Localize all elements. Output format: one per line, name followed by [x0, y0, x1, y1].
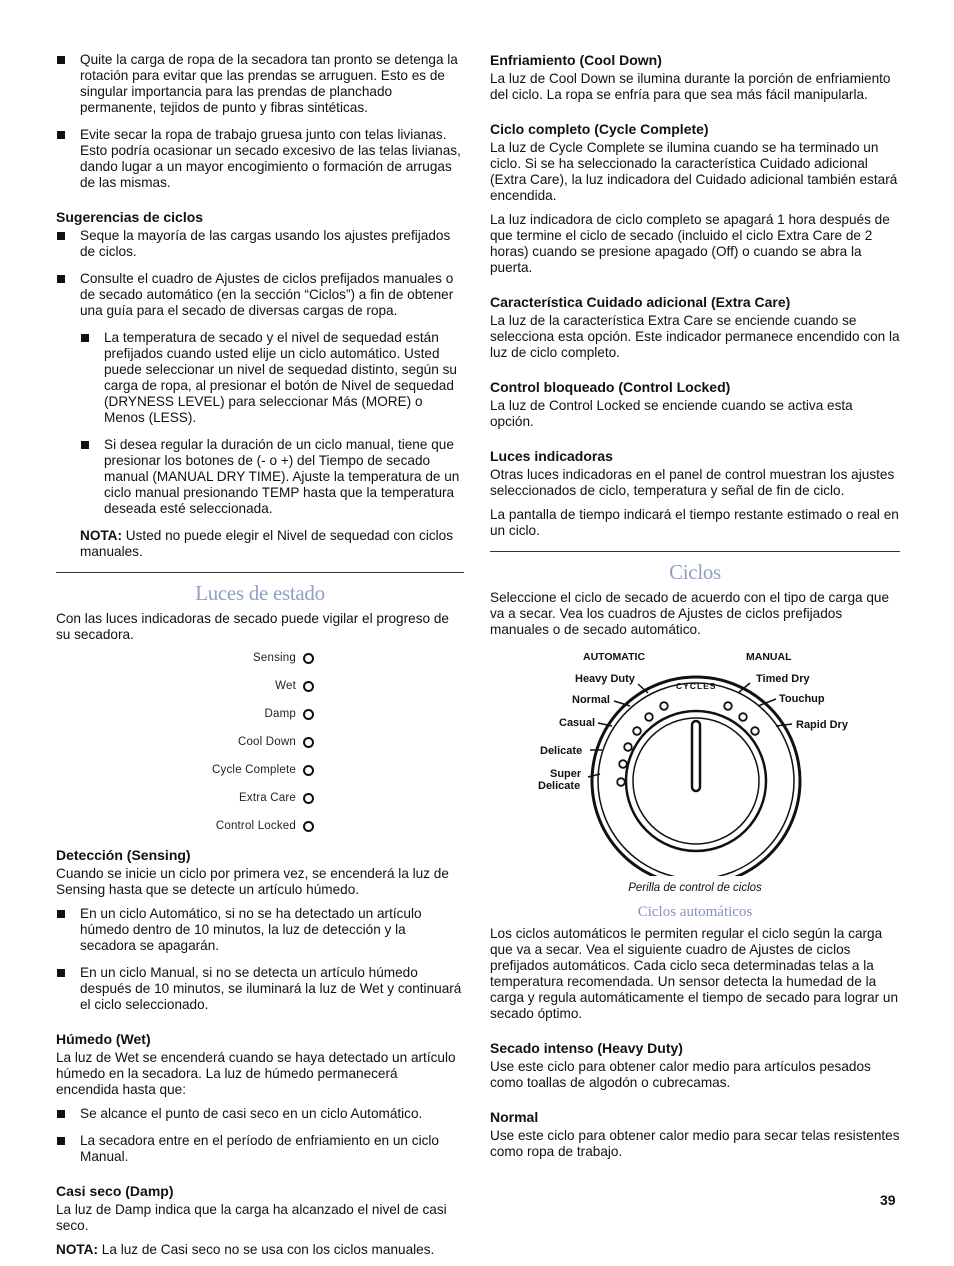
section-heading-cool-down: Enfriamiento (Cool Down)	[490, 52, 662, 68]
knob-cycle-super-delicate: Delicate	[538, 780, 581, 792]
section-heading-sensing: Detección (Sensing)	[56, 847, 191, 863]
list-item: En un ciclo Manual, si no se detecta un artículo húmedo después de 10 minutos, se iluminará la luz de Wet y continuará el ciclo seleccionado.	[56, 965, 464, 1013]
note-text: La luz de Casi seco no se usa con los ciclos manuales.	[98, 1242, 435, 1257]
divider	[490, 551, 900, 552]
paragraph: La luz de Cool Down se ilumina durante la porción de enfriamiento del ciclo. La ropa se enfría para que sea más fácil manipularla.	[490, 71, 891, 102]
sub-list	[80, 330, 464, 560]
list-item: Si desea regular la duración de un ciclo manual, tiene que presionar los botones de (- o +) del Tiempo de secado manual (MANUAL DRY TIME). Ajuste la temperatura de un ciclo manual presionando TEMP hasta que la temperatura deseada esté seleccionada.	[80, 437, 464, 517]
paragraph: La luz indicadora de ciclo completo se apagará 1 hora después de que termine el ciclo de secado (incluido el ciclo Extra Care de 2 horas) cuando se presione apagado (Off) o cuando se abra la puerta.	[490, 212, 890, 275]
right-column	[490, 52, 900, 1168]
knob-cycle-casual: Casual	[559, 717, 596, 729]
section-heading-sugerencias: Sugerencias de ciclos	[56, 209, 204, 225]
subsection-title-ciclos-automaticos: Ciclos automáticos	[637, 904, 753, 920]
note-label: NOTA:	[56, 1242, 99, 1257]
knob-cycle-normal: Normal	[572, 694, 610, 706]
section-heading-damp: Casi seco (Damp)	[56, 1183, 174, 1199]
knob-cycles-label: CYCLES	[676, 681, 717, 691]
section-heading-normal: Normal	[490, 1109, 539, 1125]
paragraph: Use este ciclo para obtener calor medio para secar telas resistentes como ropa de trabajo.	[490, 1128, 900, 1159]
section-heading-extra-care: Característica Cuidado adicional (Extra Care)	[490, 294, 791, 310]
led-icon	[303, 821, 314, 832]
note	[80, 528, 464, 560]
knob-cycle-rapid-dry: Rapid Dry	[796, 719, 848, 731]
left-column	[56, 52, 464, 1266]
figure-caption: Perilla de control de ciclos	[628, 882, 762, 894]
list-item: En un ciclo Automático, si no se ha detectado un artículo húmedo dentro de 10 minutos, la luz de detección y la secadora se apagarán.	[56, 906, 464, 954]
note-label: NOTA:	[80, 528, 123, 543]
paragraph: Los ciclos automáticos le permiten regular el ciclo según la carga que va a secar. Vea el siguiente cuadro de Ajustes de ciclos prefijados automáticos. Cada ciclo seca determinadas telas a la temperatura recomendada. Un sensor detecta la humedad de la carga y regula automáticamente el tiempo de secado para lograr un secado óptimo.	[490, 926, 899, 1021]
led-icon	[303, 765, 314, 776]
status-light-cycle-complete	[212, 763, 314, 777]
status-light-label: Control Locked	[215, 820, 296, 832]
led-icon	[303, 793, 314, 804]
cycle-knob-figure	[490, 646, 900, 876]
section-heading-luces-indicadoras: Luces indicadoras	[490, 448, 613, 464]
status-light-label: Damp	[264, 708, 296, 720]
status-light-label: Extra Care	[239, 792, 296, 804]
paragraph: La luz de Wet se encenderá cuando se haya detectado un artículo húmedo en la secadora. La luz de húmedo permanecerá encendida hasta que:	[56, 1050, 456, 1097]
knob-cycle-timed-dry: Timed Dry	[756, 673, 810, 685]
led-icon	[303, 737, 314, 748]
status-light-label: Cycle Complete	[212, 764, 296, 776]
led-icon	[303, 709, 314, 720]
paragraph: Con las luces indicadoras de secado puede vigilar el progreso de su secadora.	[56, 611, 449, 642]
knob-automatic-label: AUTOMATIC	[583, 651, 646, 663]
section-title-ciclos: Ciclos	[669, 560, 721, 584]
paragraph: La luz de Cycle Complete se ilumina cuando se ha terminado un ciclo. Si se ha seleccionado la característica Cuidado adicional (Extra Care), la luz indicadora del Cuidado adicional también estará encendida.	[490, 140, 898, 203]
status-light-label: Wet	[275, 680, 296, 692]
status-light-sensing	[253, 651, 314, 665]
divider	[56, 572, 464, 573]
paragraph: La pantalla de tiempo indicará el tiempo restante estimado o real en un ciclo.	[490, 507, 899, 538]
note	[56, 1242, 464, 1258]
knob-cycle-delicate: Delicate	[540, 745, 583, 757]
knob-cycle-heavy-duty: Heavy Duty	[575, 673, 635, 685]
knob-cycle-leds	[617, 702, 759, 786]
status-light-label: Cool Down	[237, 736, 296, 748]
section-heading-heavy-duty: Secado intenso (Heavy Duty)	[490, 1040, 683, 1056]
section-heading-control-locked: Control bloqueado (Control Locked)	[490, 379, 731, 395]
status-light-cool-down	[238, 735, 314, 749]
list-item: Quite la carga de ropa de la secadora tan pronto se detenga la rotación para evitar que las prendas se arruguen. Esto es de singular importancia para las prendas de planchado permanente, tejidos de punto y fibras sintéticas.	[56, 52, 464, 116]
list-item: La secadora entre en el período de enfriamiento en un ciclo Manual.	[56, 1133, 464, 1165]
led-icon	[303, 653, 314, 664]
list-item: Se alcance el punto de casi seco en un ciclo Automático.	[56, 1106, 464, 1122]
paragraph: La luz de Control Locked se enciende cuando se activa esta opción.	[490, 398, 853, 429]
list-item: La temperatura de secado y el nivel de sequedad están prefijados cuando usted elije un ciclo automático. Usted puede seleccionar un nivel de sequedad distinto, según su carga de ropa, al presionar el botón de Nivel de sequedad (DRYNESS LEVEL) para seleccionar Más (MORE) o Menos (LESS).	[80, 330, 464, 426]
status-light-label: Sensing	[253, 652, 296, 664]
page-number: 39	[880, 1192, 896, 1208]
knob-cycle-touchup: Touchup	[779, 693, 825, 705]
paragraph: Use este ciclo para obtener calor medio para artículos pesados como toallas de algodón o cubrecamas.	[490, 1059, 871, 1090]
section-title-luces-de-estado: Luces de estado	[195, 581, 325, 605]
paragraph: Otras luces indicadoras en el panel de control muestran los ajustes seleccionados de ciclo, temperatura y señal de fin de ciclo.	[490, 467, 895, 498]
status-light-control-locked	[216, 819, 314, 833]
paragraph: La luz de la característica Extra Care se enciende cuando se selecciona esta opción. Este indicador permanece encendido con la luz de ciclo completo.	[490, 313, 900, 360]
list-item: Seque la mayoría de las cargas usando los ajustes prefijados de ciclos.	[56, 228, 464, 260]
knob-body	[592, 677, 800, 876]
note-text: Usted no puede elegir el Nivel de sequedad con ciclos manuales.	[80, 528, 454, 559]
section-heading-wet: Húmedo (Wet)	[56, 1031, 151, 1047]
cycle-knob-diagram	[490, 646, 900, 876]
status-light-extra-care	[239, 791, 314, 805]
section-heading-cycle-complete: Ciclo completo (Cycle Complete)	[490, 121, 709, 137]
list-item: Consulte el cuadro de Ajustes de ciclos prefijados manuales o de secado automático (en la sección “Ciclos”) a fin de obtener una guía para el secado de diversas cargas de ropa.	[56, 271, 464, 319]
led-icon	[303, 681, 314, 692]
paragraph: Seleccione el ciclo de secado de acuerdo con el tipo de carga que va a secar. Vea los cuadros de Ajustes de ciclos prefijados manuales o de secado automático.	[490, 590, 890, 637]
status-light-wet	[275, 679, 314, 693]
knob-cycle-super: Super	[550, 768, 582, 780]
status-lights-figure	[56, 651, 464, 841]
list-item: Evite secar la ropa de trabajo gruesa junto con telas livianas. Esto podría ocasionar un secado excesivo de las telas livianas, dando lugar a un mayor encogimiento o formación de arrugas de las mismas.	[56, 127, 464, 191]
paragraph: Cuando se inicie un ciclo por primera vez, se encenderá la luz de Sensing hasta que se detecte un artículo húmedo.	[56, 866, 449, 897]
status-light-damp	[265, 707, 314, 721]
knob-manual-label: MANUAL	[746, 651, 792, 663]
paragraph: La luz de Damp indica que la carga ha alcanzado el nivel de casi seco.	[56, 1202, 447, 1233]
